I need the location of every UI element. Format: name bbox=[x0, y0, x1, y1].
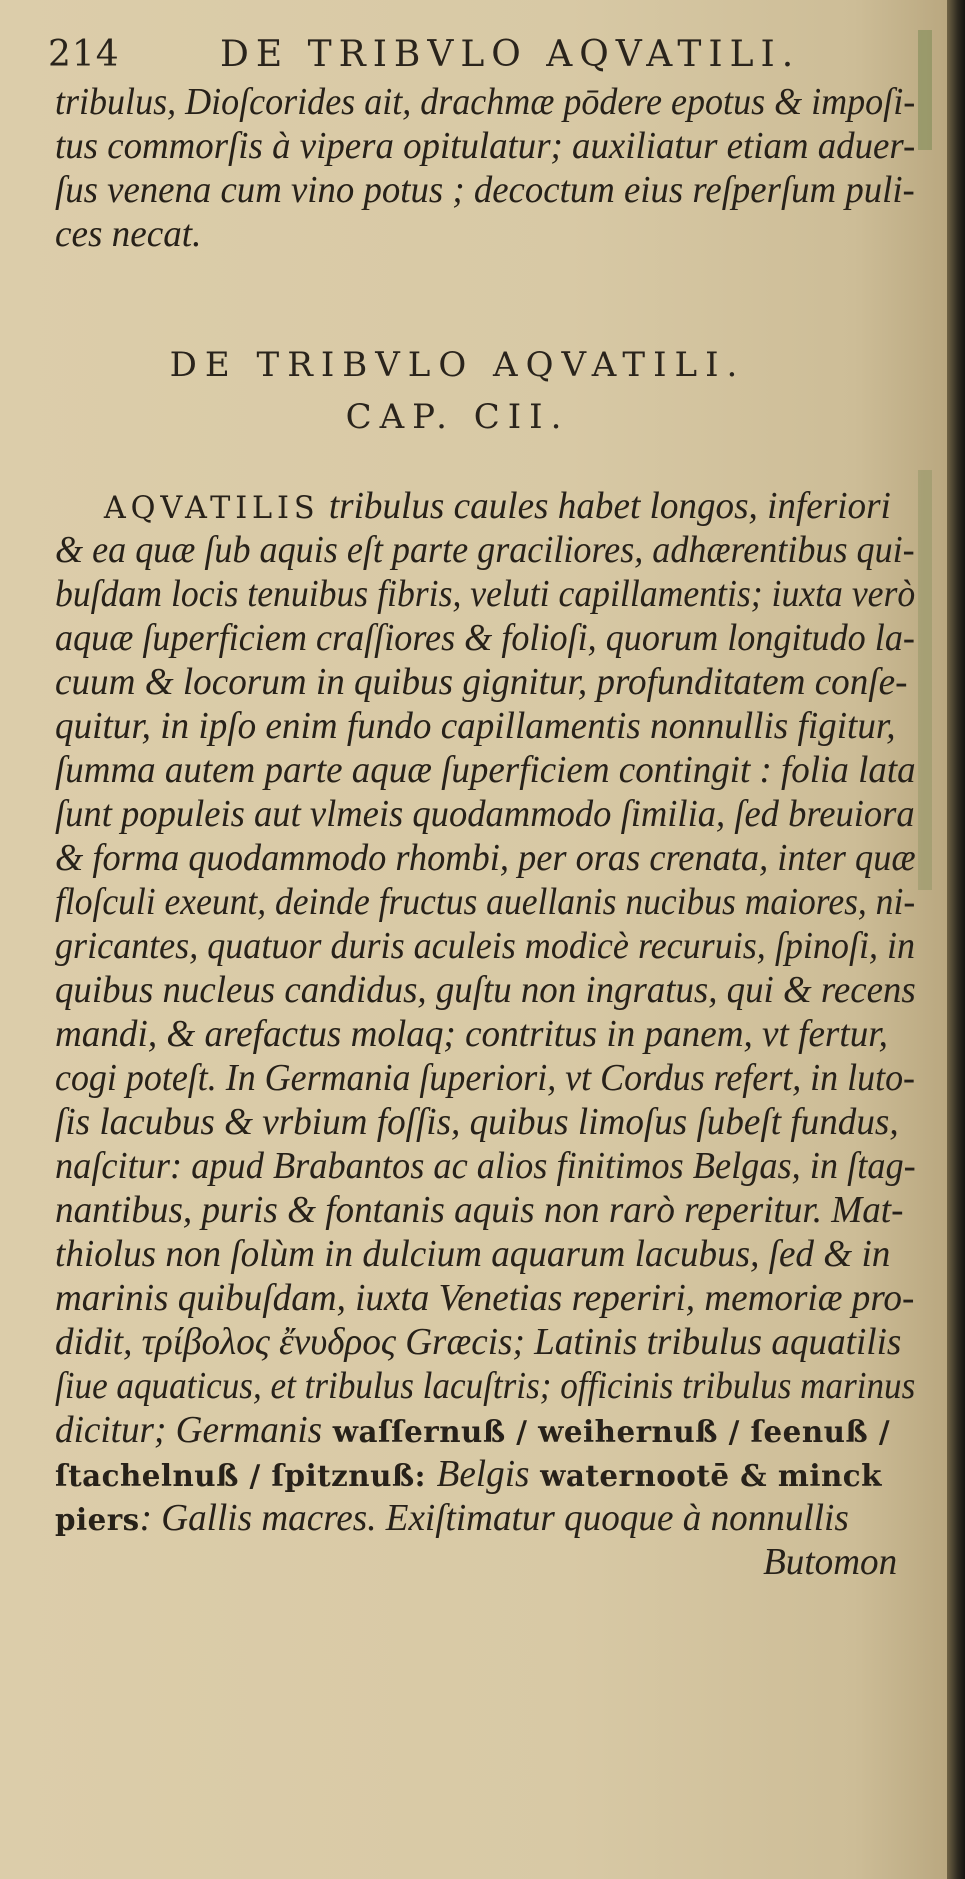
text-line bbox=[55, 1452, 915, 1496]
german-names-blackletter: waſſernuß / weihernuß / ſeenuß / bbox=[322, 1415, 891, 1450]
catchword: Butomon bbox=[763, 1541, 898, 1583]
top-paragraph bbox=[55, 80, 935, 256]
line-text: : Gallis macres. Exiſtimatur quoque à nonnullis bbox=[139, 1497, 849, 1539]
opening-small-caps: AQVATILIS bbox=[103, 490, 320, 526]
text-line: ſis lacubus & vrbium foſſis, quibus limoſus ſubeſt fundus, bbox=[55, 1101, 899, 1143]
text-line: mandi, & arefactus molaq; contritus in panem, vt fertur, bbox=[55, 1013, 888, 1055]
text-line: ſiue aquaticus, et tribulus lacuſtris; officinis tribulus marinus bbox=[55, 1365, 916, 1407]
text-line: naſcitur: apud Brabantos ac alios finitimos Belgas, in ſtag- bbox=[55, 1145, 916, 1187]
text-line: marinis quibuſdam, iuxta Venetias reperiri, memoriæ pro- bbox=[55, 1277, 915, 1319]
text-line: gricantes, quatuor duris aculeis modicè recuruis, ſpinoſi, in bbox=[55, 925, 916, 967]
text-line: didit, τρίβολος ἔνυδρος Græcis; Latinis tribulus aquatilis bbox=[55, 1321, 902, 1363]
text-line: quitur, in ipſo enim fundo capillamentis nonnullis figitur, bbox=[55, 705, 896, 747]
text-line: floſculi exeunt, deinde fructus auellanis nucibus maiores, ni- bbox=[55, 881, 916, 923]
text-line: & forma quodammodo rhombi, per oras crenata, inter quæ bbox=[55, 837, 916, 879]
text-line bbox=[55, 484, 915, 528]
text-line: ces necat. bbox=[55, 213, 202, 255]
text-line bbox=[55, 1408, 915, 1452]
text-line: ſunt populeis aut vlmeis quodammodo ſimilia, ſed breuiora bbox=[55, 793, 915, 835]
page-header bbox=[48, 28, 928, 78]
text-line: & ea quæ ſub aquis eſt parte graciliores, adhærentibus qui- bbox=[55, 529, 915, 571]
text-line: tus commorſis à vipera opitulatur; auxiliatur etiam aduer- bbox=[55, 125, 916, 167]
belgis-label: Belgis bbox=[436, 1453, 530, 1495]
page-number: 214 bbox=[48, 34, 120, 75]
text-line: cogi poteſt. In Germania ſuperiori, vt Cordus refert, in luto- bbox=[55, 1057, 916, 1099]
chapter-title: DE TRIBVLO AQVATILI. bbox=[169, 345, 746, 385]
german-names-blackletter: ſtachelnuß / ſpitznuß: bbox=[55, 1459, 437, 1494]
text-line: thiolus non ſolùm in dulcium aquarum lacubus, ſed & in bbox=[55, 1233, 891, 1275]
chapter-body bbox=[55, 484, 935, 1584]
running-title: DE TRIBVLO AQVATILI. bbox=[220, 34, 801, 75]
text-line: quibus nucleus candidus, guſtu non ingratus, qui & recens bbox=[55, 969, 916, 1011]
french-name-blackletter: piers bbox=[55, 1503, 140, 1538]
text-line bbox=[55, 1496, 915, 1540]
chapter-number: CAP. CII. bbox=[345, 397, 570, 437]
line-text: dicitur; Germanis bbox=[55, 1409, 323, 1451]
line-text: tribulus caules habet longos, inferiori bbox=[319, 485, 891, 527]
text-line: aquæ ſuperficiem craſſiores & folioſi, quorum longitudo la- bbox=[55, 617, 915, 659]
text-line: buſdam locis tenuibus fibris, veluti capillamentis; iuxta verò bbox=[55, 573, 916, 615]
text-line: tribulus, Dioſcorides ait, drachmæ pōdere epotus & impoſi- bbox=[55, 81, 916, 123]
text-line: cuum & locorum in quibus gignitur, profunditatem conſe- bbox=[55, 661, 908, 703]
belgian-names-blackletter: waternootē & minck bbox=[529, 1459, 882, 1494]
text-line: ſus venena cum vino potus ; decoctum eius reſperſum puli- bbox=[55, 169, 915, 211]
text-line: ſumma autem parte aquæ ſuperficiem contingit : folia lata bbox=[55, 749, 916, 791]
text-line: nantibus, puris & fontanis aquis non rarò reperitur. Mat- bbox=[55, 1189, 904, 1231]
book-gutter-edge bbox=[947, 0, 965, 1879]
